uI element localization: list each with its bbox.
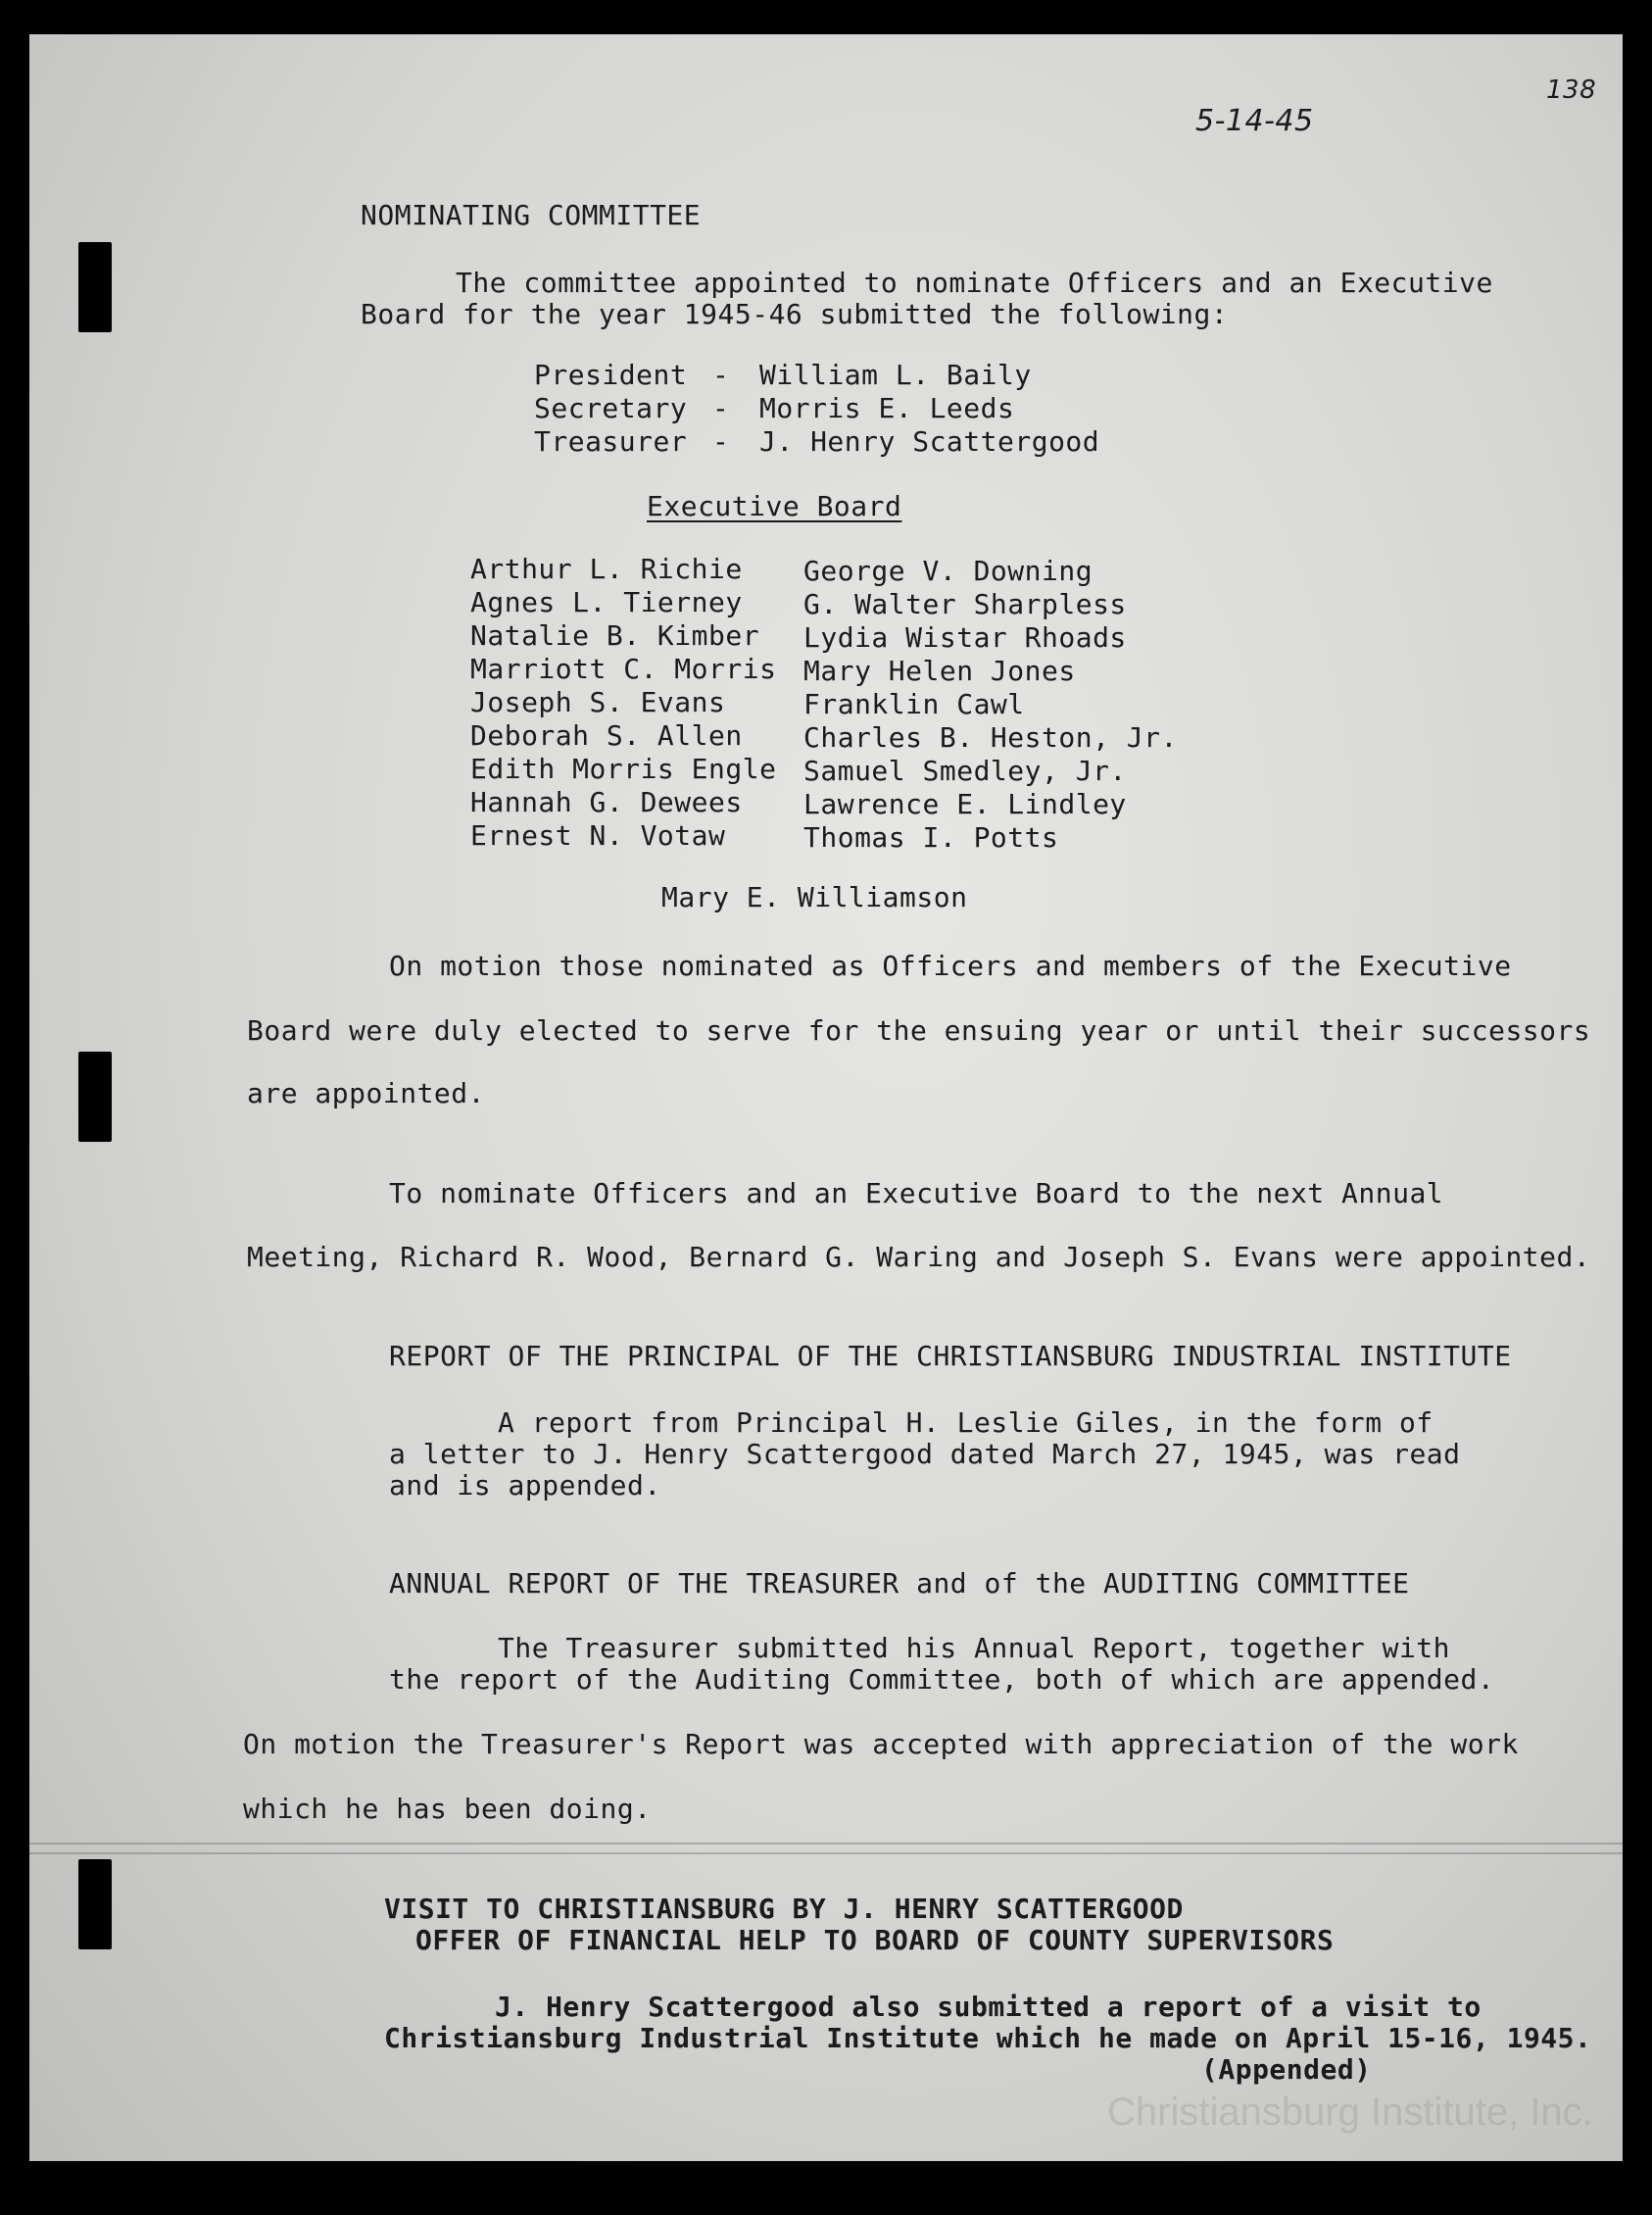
board-member: George V. Downing [803, 555, 1093, 587]
officer-name: J. Henry Scattergood [759, 425, 1100, 458]
board-column-right [803, 555, 1178, 855]
officer-role: Treasurer [534, 425, 688, 458]
document-page [29, 34, 1623, 2161]
officer-dash: - [712, 392, 730, 424]
principal-report-heading: REPORT OF THE PRINCIPAL OF THE CHRISTIANSBURG INDUSTRIAL INSTITUTE [389, 1340, 1512, 1372]
nominating-intro-line: Board for the year 1945-46 submitted the following: [361, 298, 1229, 330]
punch-hole [78, 242, 112, 332]
board-member: Arthur L. Richie [470, 553, 743, 585]
officer-dash: - [712, 425, 730, 458]
board-column-left [470, 553, 776, 853]
visit-heading: OFFER OF FINANCIAL HELP TO BOARD OF COUNTY SUPERVISORS [415, 1924, 1335, 1956]
treasurer-report-line: The Treasurer submitted his Annual Report, together with [498, 1632, 1451, 1664]
page-number: 138 [1546, 75, 1597, 105]
treasurer-report-line: On motion the Treasurer's Report was accepted with appreciation of the work [243, 1728, 1519, 1760]
principal-report-line: and is appended. [389, 1469, 661, 1501]
board-member: Natalie B. Kimber [470, 619, 760, 652]
date-note: 5-14-45 [1195, 104, 1314, 138]
officer-roles [534, 359, 687, 459]
board-member: Marriott C. Morris [470, 653, 777, 685]
next-nomination-line: To nominate Officers and an Executive Board to the next Annual [389, 1177, 1444, 1209]
treasurer-report-line: the report of the Auditing Committee, both of which are appended. [389, 1663, 1495, 1696]
board-member: Joseph S. Evans [470, 686, 726, 718]
board-member: Lawrence E. Lindley [803, 788, 1127, 820]
board-member: Edith Morris Engle [470, 753, 777, 785]
principal-report-line: A report from Principal H. Leslie Giles, in the form of [498, 1406, 1433, 1439]
board-member: Deborah S. Allen [470, 719, 743, 752]
officer-name: Morris E. Leeds [759, 392, 1015, 424]
board-member: Franklin Cawl [803, 688, 1025, 720]
board-member: Thomas I. Potts [803, 821, 1059, 854]
officer-name: William L. Baily [759, 359, 1032, 391]
visit-report-line: (Appended) [1201, 2053, 1372, 2086]
board-member: Samuel Smedley, Jr. [803, 755, 1127, 787]
divider [29, 1852, 1623, 1854]
executive-board-heading: Executive Board [647, 490, 902, 522]
next-nomination-line: Meeting, Richard R. Wood, Bernard G. Waring and Joseph S. Evans were appointed. [247, 1241, 1591, 1273]
nominating-intro-line: The committee appointed to nominate Officers and an Executive [456, 267, 1493, 299]
principal-report-line: a letter to J. Henry Scattergood dated March 27, 1945, was read [389, 1438, 1461, 1470]
treasurer-report-heading: ANNUAL REPORT OF THE TREASURER and of the AUDITING COMMITTEE [389, 1567, 1410, 1600]
treasurer-report-line: which he has been doing. [243, 1793, 652, 1825]
officer-dash: - [712, 359, 730, 391]
officer-names [759, 359, 1099, 459]
officer-dashes [712, 359, 729, 459]
motion-line: are appointed. [247, 1077, 486, 1109]
board-member: Charles B. Heston, Jr. [803, 721, 1178, 754]
motion-line: Board were duly elected to serve for the ensuing year or until their successors [247, 1014, 1591, 1047]
divider [29, 1843, 1623, 1845]
board-member: Ernest N. Votaw [470, 819, 726, 852]
board-member: Mary E. Williamson [661, 881, 968, 913]
board-member: Agnes L. Tierney [470, 586, 743, 618]
punch-hole [78, 1859, 112, 1949]
punch-hole [78, 1052, 112, 1142]
board-member: Hannah G. Dewees [470, 786, 743, 818]
watermark: Christiansburg Institute, Inc. [1107, 2091, 1593, 2134]
nominating-heading: NOMINATING COMMITTEE [361, 199, 702, 231]
motion-line: On motion those nominated as Officers and members of the Executive [389, 950, 1512, 982]
visit-report-line: Christiansburg Industrial Institute which he made on April 15-16, 1945. [384, 2022, 1592, 2054]
board-member: Mary Helen Jones [803, 655, 1076, 687]
officer-role: President [534, 359, 688, 391]
visit-report-line: J. Henry Scattergood also submitted a report of a visit to [495, 1991, 1482, 2023]
board-member: G. Walter Sharpless [803, 588, 1127, 620]
visit-heading: VISIT TO CHRISTIANSBURG BY J. HENRY SCATTERGOOD [384, 1893, 1184, 1925]
board-member: Lydia Wistar Rhoads [803, 621, 1127, 654]
officer-role: Secretary [534, 392, 688, 424]
